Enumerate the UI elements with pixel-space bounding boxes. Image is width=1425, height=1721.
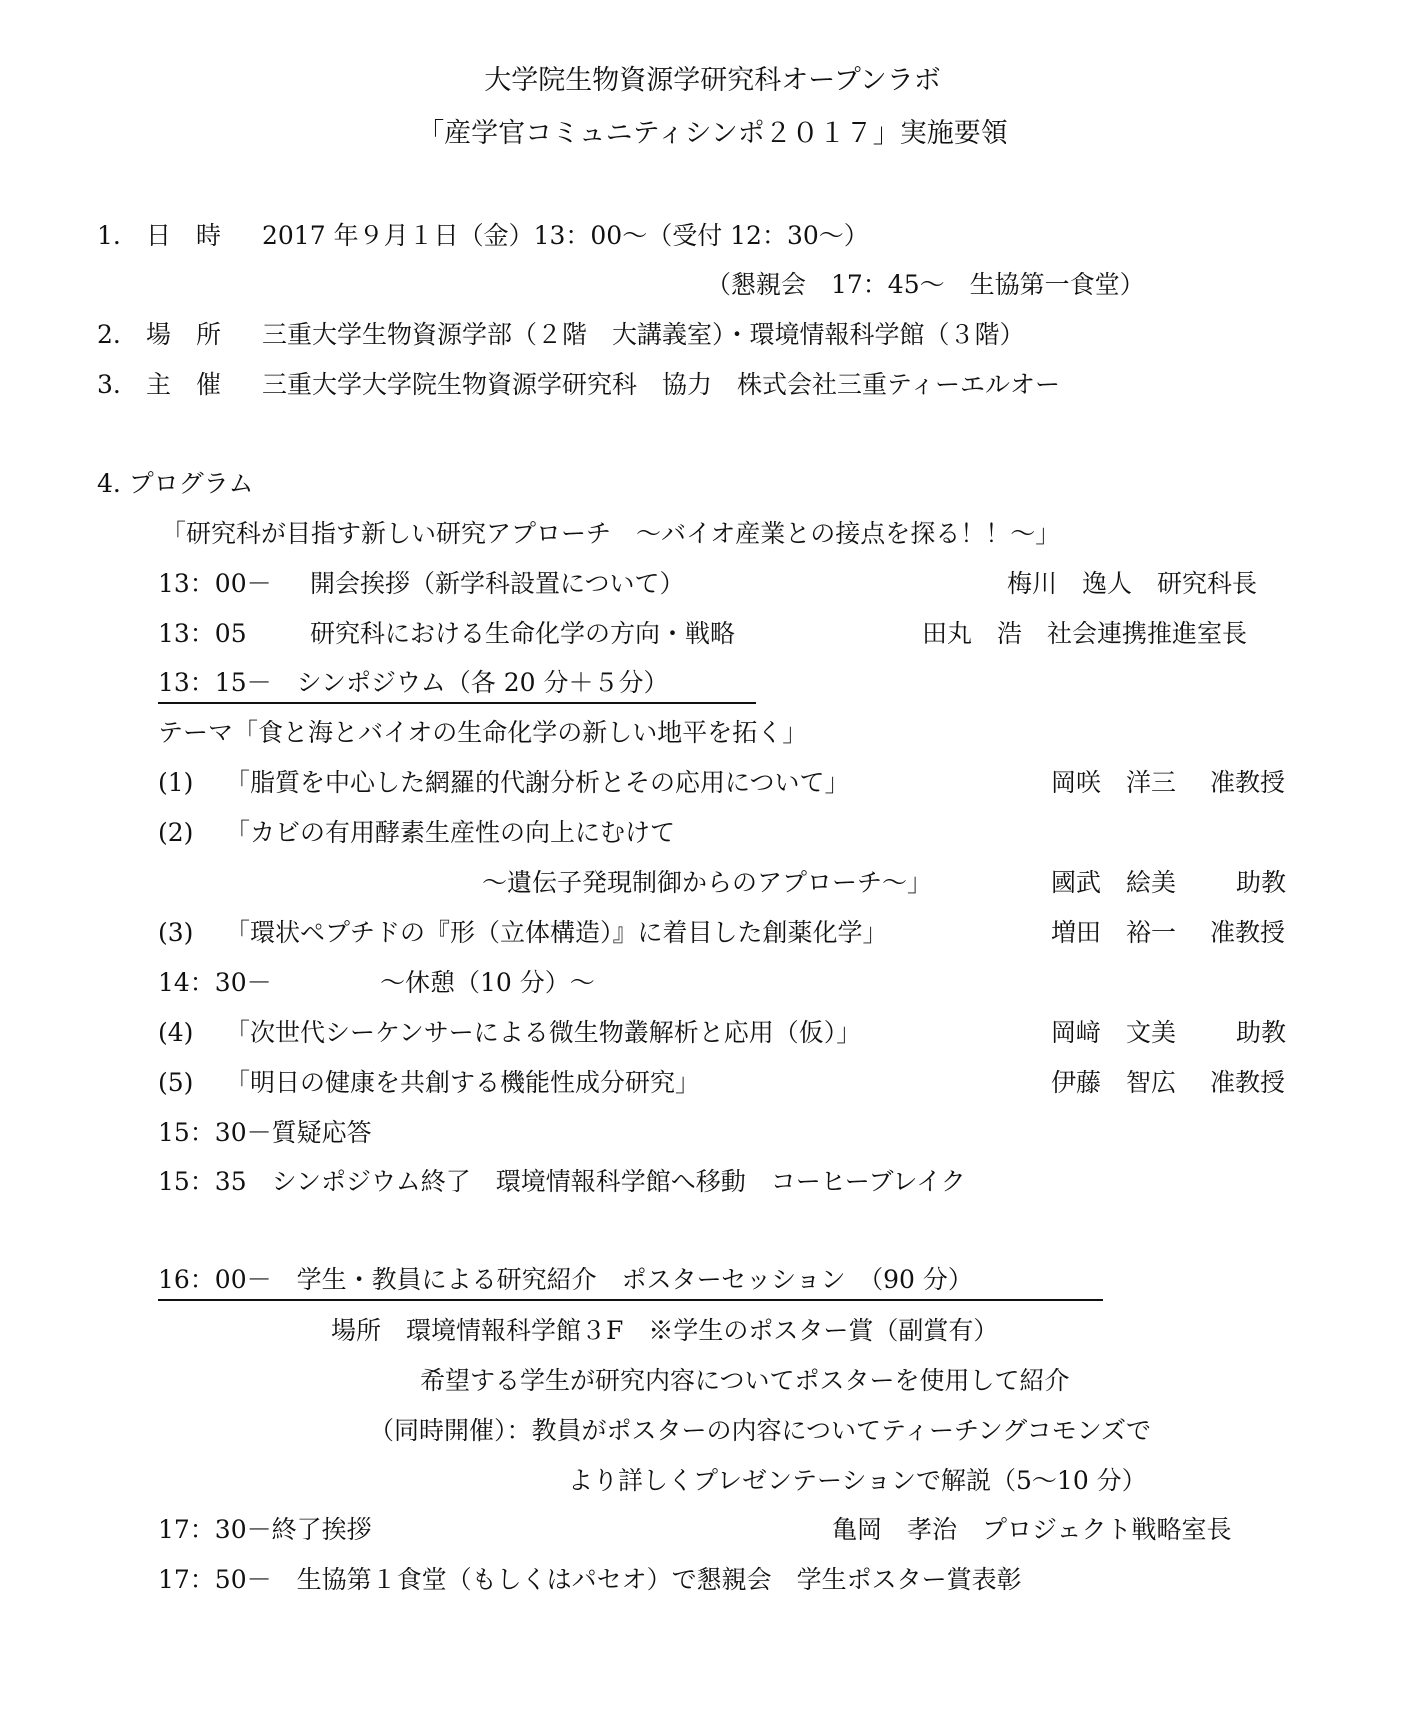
opening-speaker: 梅川 逸人 研究科長 <box>1007 569 1258 598</box>
poster-description: 希望する学生が研究内容についてポスターを使用して紹介 <box>420 1366 1070 1395</box>
talk-number: (1) <box>158 768 194 797</box>
talk-number: (3) <box>158 918 194 947</box>
talk-role: 助教 <box>1236 868 1287 897</box>
document-title: 大学院生物資源学研究科オープンラボ <box>484 65 941 96</box>
symposium-end: 15：35 シンポジウム終了 環境情報科学館へ移動 コーヒーブレイク <box>158 1167 966 1196</box>
date-value: 2017 年９月１日（金）13：00～（受付 12：30～） <box>262 221 869 250</box>
host-number: 3. <box>97 370 121 399</box>
date-number: 1. <box>97 221 121 250</box>
poster-place: 場所 環境情報科学館３F ※学生のポスター賞（副賞有） <box>331 1316 999 1345</box>
opening-time: 13：00－ <box>158 569 272 598</box>
place-label: 場 所 <box>146 320 222 349</box>
social-gathering: （懇親会 17：45～ 生協第一食堂） <box>706 270 1145 299</box>
break-text: ～休憩（10 分）～ <box>380 968 595 997</box>
poster-concurrent: （同時開催）：教員がポスターの内容についてティーチングコモンズで <box>369 1416 1152 1445</box>
poster-session-header: 16：00－ 学生・教員による研究紹介 ポスターセッション （90 分） <box>158 1263 1103 1301</box>
program-main-theme: 「研究科が目指す新しい研究アプローチ ～バイオ産業との接点を探る！！～」 <box>161 519 1061 548</box>
talk-number: (2) <box>158 818 194 847</box>
talk-speaker: 伊藤 智広 <box>1051 1068 1177 1097</box>
date-label: 日 時 <box>146 221 222 250</box>
talk-title: 「環状ペプチドの『形（立体構造）』に着目した創薬化学」 <box>225 918 888 947</box>
program-heading: 4. プログラム <box>97 469 254 498</box>
symposium-header: 13：15－ シンポジウム（各 20 分＋５分） <box>158 666 756 704</box>
talk-role: 准教授 <box>1210 768 1286 797</box>
strategy-time: 13：05 <box>158 619 247 648</box>
talk-subtitle: ～遺伝子発現制御からのアプローチ～」 <box>482 868 933 897</box>
talk-role: 准教授 <box>1210 1068 1286 1097</box>
strategy-speaker: 田丸 浩 社会連携推進室長 <box>922 619 1248 648</box>
document-subtitle: 「産学官コミュニティシンポ２０１７」実施要領 <box>417 118 1008 149</box>
talk-speaker: 岡咲 洋三 <box>1051 768 1177 797</box>
strategy-text: 研究科における生命化学の方向・戦略 <box>310 619 736 648</box>
talk-title: 「次世代シーケンサーによる微生物叢解析と応用（仮）」 <box>225 1018 862 1047</box>
talk-role: 准教授 <box>1210 918 1286 947</box>
talk-number: (4) <box>158 1018 194 1047</box>
opening-text: 開会挨拶（新学科設置について） <box>310 569 685 598</box>
place-number: 2. <box>97 320 121 349</box>
host-label: 主 催 <box>146 370 222 399</box>
host-value: 三重大学大学院生物資源学研究科 協力 株式会社三重ティーエルオー <box>262 370 1061 399</box>
poster-concurrent-detail: より詳しくプレゼンテーションで解説（5～10 分） <box>568 1466 1147 1495</box>
talk-role: 助教 <box>1236 1018 1287 1047</box>
talk-speaker: 増田 裕一 <box>1051 918 1177 947</box>
closing-time: 17：30－終了挨拶 <box>158 1515 372 1544</box>
talk-title: 「カビの有用酵素生産性の向上にむけて <box>225 818 676 847</box>
symposium-theme: テーマ「食と海とバイオの生命化学の新しい地平を拓く」 <box>158 718 808 747</box>
talk-number: (5) <box>158 1068 194 1097</box>
talk-speaker: 國武 絵美 <box>1051 868 1177 897</box>
place-value: 三重大学生物資源学部（２階 大講義室）・環境情報科学館（３階） <box>262 320 1025 349</box>
qa-session: 15：30－質疑応答 <box>158 1118 372 1147</box>
break-time: 14：30－ <box>158 968 272 997</box>
closing-speaker: 亀岡 孝治 プロジェクト戦略室長 <box>832 1515 1232 1544</box>
talk-title: 「脂質を中心した網羅的代謝分析とその応用について」 <box>225 768 850 797</box>
talk-title: 「明日の健康を共創する機能性成分研究」 <box>225 1068 701 1097</box>
talk-speaker: 岡﨑 文美 <box>1051 1018 1177 1047</box>
social-party: 17：50－ 生協第１食堂（もしくはパセオ）で懇親会 学生ポスター賞表彰 <box>158 1565 1022 1594</box>
